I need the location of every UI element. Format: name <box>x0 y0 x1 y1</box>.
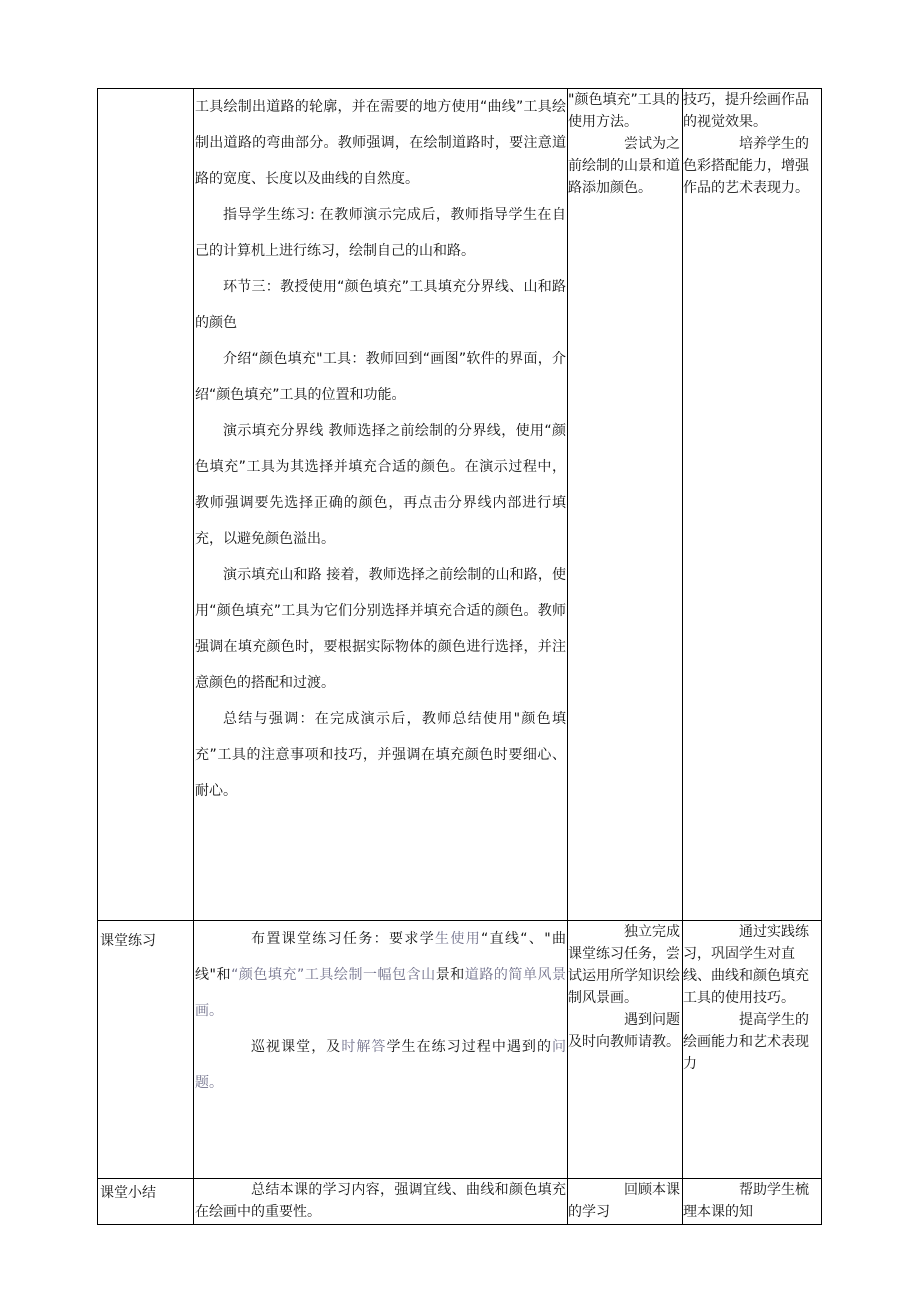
lesson-plan-table <box>97 88 822 1225</box>
row2-student-text: 独立完成课堂练习任务，尝试运用所学知识绘制风景画。 <box>568 924 680 1006</box>
row2-goal-text: 通过实践练习，巩固学生对直线、曲线和颜色填充工具的使用技巧。 <box>683 924 809 1006</box>
row2-paragraph: 布置课堂练习任务：要求学生使用“直线“、"曲线"和“颜色填充”工具绘制一幅包含山景和道路的简单风景画。 <box>195 931 567 1019</box>
row1-paragraph: 环节三：教授使用“颜色填充”工具填充分界线、山和路的颜色 <box>195 279 566 331</box>
row1-paragraph: 工具绘制出道路的轮廓，并在需要的地方使用“曲线”工具绘制出道路的弯曲部分。教师强调，在绘制道路时，要注意道路的宽度、长度以及曲线的自然度。 <box>195 99 566 187</box>
row2-label-cell: 课堂练习 <box>98 921 194 1179</box>
row1-paragraph: 介绍“颜色填充"工具：教师回到“画图”软件的界面，介绍“颜色填充”工具的位置和功能。 <box>195 351 566 403</box>
row2-student-cell <box>568 921 683 1179</box>
table-row-classroom-practice <box>98 921 822 1179</box>
row2-content-cell <box>194 921 568 1179</box>
row1-paragraph: 演示填充分界线 教师选择之前绘制的分界线，使用“颜色填充”工具为其选择并填充合适的颜色。在演示过程中，教师强调要先选择正确的颜色，再点击分界线内部进行填充，以避免颜色溢出。 <box>195 423 566 547</box>
row1-student-text: 尝试为之前绘制的山景和道路添加颜色。 <box>568 136 680 196</box>
row3-goal-cell <box>683 1179 822 1225</box>
row1-goal-cell <box>683 89 822 921</box>
row2-goal-text: 提高学生的绘画能力和艺术表现力 <box>683 1012 809 1072</box>
row1-student-text: "颜色填充”工具的使用方法。 <box>568 92 680 130</box>
row3-content-cell <box>194 1179 568 1225</box>
row2-paragraph: 巡视课堂，及时解答学生在练习过程中遇到的问题。 <box>195 1039 567 1091</box>
row2-goal-cell <box>683 921 822 1179</box>
row3-goal-text: 帮助学生梳理本课的知 <box>683 1182 809 1220</box>
row1-paragraph: 总结与强调：在完成演示后，教师总结使用"颜色填充”工具的注意事项和技巧，并强调在填充颜色时要细心、耐心。 <box>195 711 566 799</box>
table-row-lesson-summary <box>98 1179 822 1225</box>
row3-label-cell: 课堂小结 <box>98 1179 194 1225</box>
table-row-teaching-process <box>98 89 822 921</box>
row1-goal-text: 技巧，提升绘画作品的视觉效果。 <box>683 92 809 130</box>
row3-student-cell <box>568 1179 683 1225</box>
row1-label-cell <box>98 89 194 921</box>
row1-paragraph: 指导学生练习: 在教师演示完成后，教师指导学生在自己的计算机上进行练习，绘制自己的山和路。 <box>195 207 566 259</box>
row3-paragraph: 总结本课的学习内容，强调宜线、曲线和颜色填充在绘画中的重要性。 <box>195 1182 566 1220</box>
row1-student-cell <box>568 89 683 921</box>
row3-student-text: 回顾本课的学习 <box>568 1182 680 1220</box>
row2-student-text: 遇到问题及时向教师请教。 <box>568 1012 680 1050</box>
row1-paragraph: 演示填充山和路 接着，教师选择之前绘制的山和路，使用“颜色填充”工具为它们分别选择并填充合适的颜色。教师强调在填充颜色时，要根据实际物体的颜色进行选择，并注意颜色的搭配和过渡。 <box>195 567 566 691</box>
row1-goal-text: 培养学生的色彩搭配能力，增强作品的艺术表现力。 <box>683 136 809 196</box>
row1-content-cell <box>194 89 568 921</box>
